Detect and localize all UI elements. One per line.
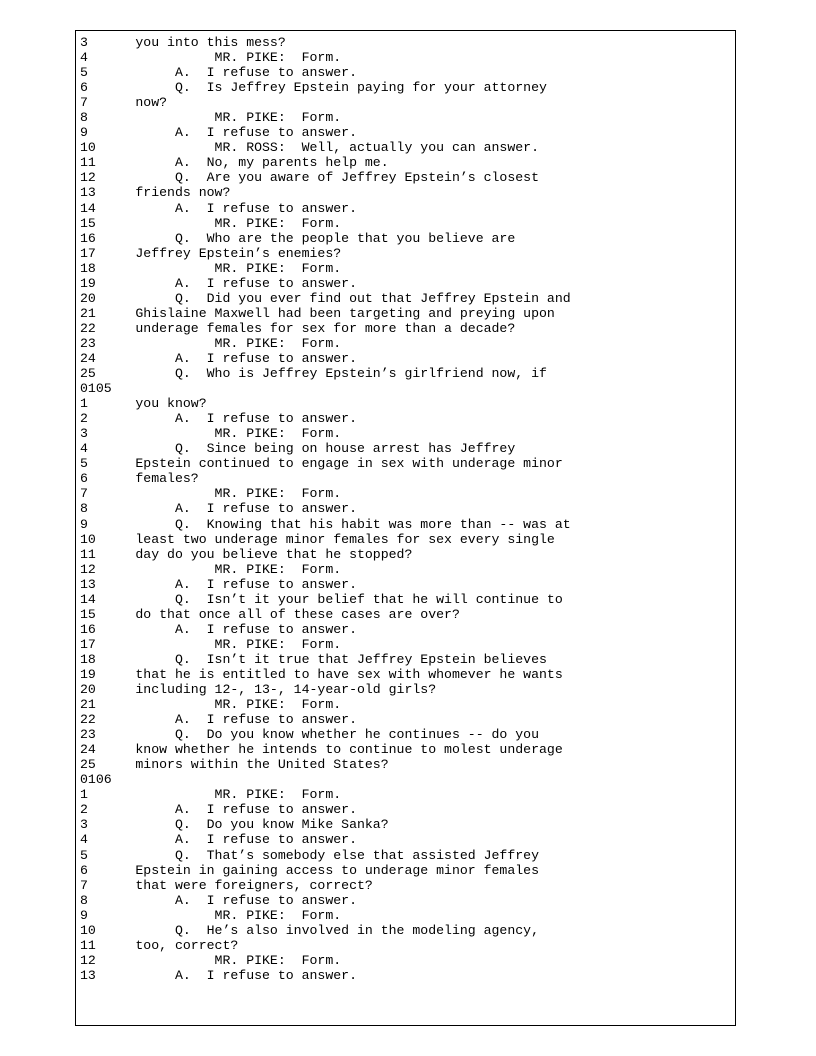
transcript-line: 13 friends now? bbox=[80, 185, 231, 201]
transcript-line: 22 A. I refuse to answer. bbox=[80, 712, 357, 728]
transcript-line: 7 MR. PIKE: Form. bbox=[80, 486, 342, 502]
transcript-line: 25 Q. Who is Jeffrey Epstein’s girlfriend now, if bbox=[80, 366, 547, 382]
transcript-line: 3 MR. PIKE: Form. bbox=[80, 426, 342, 442]
transcript-line: 11 day do you believe that he stopped? bbox=[80, 546, 413, 562]
transcript-line: 2 A. I refuse to answer. bbox=[80, 802, 357, 818]
transcript-line: 3 Q. Do you know Mike Sanka? bbox=[80, 817, 389, 833]
transcript-line: 3 you into this mess? bbox=[80, 35, 286, 50]
transcript-line: 6 Q. Is Jeffrey Epstein paying for your attorney bbox=[80, 80, 547, 96]
transcript-line: 21 Ghislaine Maxwell had been targeting and preying upon bbox=[80, 305, 555, 321]
transcript-line: 0106 bbox=[80, 772, 112, 788]
transcript-line: 8 MR. PIKE: Form. bbox=[80, 110, 342, 126]
transcript-line: 1 you know? bbox=[80, 396, 207, 412]
transcript-line: 7 now? bbox=[80, 95, 168, 111]
transcript-line: 23 Q. Do you know whether he continues -- do you bbox=[80, 727, 539, 743]
transcript-line: 21 MR. PIKE: Form. bbox=[80, 697, 342, 713]
transcript-line: 20 including 12-, 13-, 14-year-old girls? bbox=[80, 682, 437, 698]
transcript-line: 9 Q. Knowing that his habit was more than -- was at bbox=[80, 516, 571, 532]
transcript-line: 13 A. I refuse to answer. bbox=[80, 967, 357, 983]
transcript-line: 10 MR. ROSS: Well, actually you can answer. bbox=[80, 140, 539, 156]
transcript-line: 5 A. I refuse to answer. bbox=[80, 65, 357, 81]
transcript-line: 11 too, correct? bbox=[80, 937, 239, 953]
transcript-line: 2 A. I refuse to answer. bbox=[80, 411, 357, 427]
transcript-line: 10 Q. He’s also involved in the modeling agency, bbox=[80, 922, 539, 938]
transcript-lines bbox=[80, 35, 571, 983]
transcript-line: 4 Q. Since being on house arrest has Jeffrey bbox=[80, 441, 516, 457]
transcript-line: 18 Q. Isn’t it true that Jeffrey Epstein believes bbox=[80, 651, 547, 667]
transcript-line: 19 A. I refuse to answer. bbox=[80, 275, 357, 291]
transcript-line: 22 underage females for sex for more than a decade? bbox=[80, 320, 516, 336]
transcript-line: 9 A. I refuse to answer. bbox=[80, 125, 357, 141]
transcript-line: 8 A. I refuse to answer. bbox=[80, 501, 357, 517]
transcript-line: 17 Jeffrey Epstein’s enemies? bbox=[80, 245, 342, 261]
transcript-line: 10 least two underage minor females for sex every single bbox=[80, 531, 555, 547]
transcript-line: 15 MR. PIKE: Form. bbox=[80, 215, 342, 231]
transcript-line: 16 A. I refuse to answer. bbox=[80, 621, 357, 637]
transcript-line: 13 A. I refuse to answer. bbox=[80, 576, 357, 592]
transcript-line: 14 Q. Isn’t it your belief that he will continue to bbox=[80, 591, 563, 607]
transcript-line: 4 A. I refuse to answer. bbox=[80, 832, 357, 848]
transcript-line: 25 minors within the United States? bbox=[80, 757, 389, 773]
transcript-line: 9 MR. PIKE: Form. bbox=[80, 907, 342, 923]
transcript-line: 4 MR. PIKE: Form. bbox=[80, 50, 342, 66]
transcript-line: 24 A. I refuse to answer. bbox=[80, 350, 357, 366]
transcript-line: 12 MR. PIKE: Form. bbox=[80, 561, 342, 577]
transcript-line: 11 A. No, my parents help me. bbox=[80, 155, 389, 171]
transcript-line: 12 Q. Are you aware of Jeffrey Epstein’s closest bbox=[80, 170, 539, 186]
transcript-line: 6 Epstein in gaining access to underage minor females bbox=[80, 862, 539, 878]
transcript-line: 24 know whether he intends to continue to molest underage bbox=[80, 742, 563, 758]
transcript-line: 18 MR. PIKE: Form. bbox=[80, 260, 342, 276]
transcript-line: 0105 bbox=[80, 381, 112, 397]
transcript-line: 20 Q. Did you ever find out that Jeffrey Epstein and bbox=[80, 290, 571, 306]
transcript-line: 5 Q. That’s somebody else that assisted Jeffrey bbox=[80, 847, 539, 863]
transcript-line: 12 MR. PIKE: Form. bbox=[80, 952, 342, 968]
transcript-line: 14 A. I refuse to answer. bbox=[80, 200, 357, 216]
transcript-line: 16 Q. Who are the people that you believe are bbox=[80, 230, 516, 246]
transcript-line: 17 MR. PIKE: Form. bbox=[80, 636, 342, 652]
transcript-line: 23 MR. PIKE: Form. bbox=[80, 335, 342, 351]
transcript-line: 5 Epstein continued to engage in sex with underage minor bbox=[80, 456, 563, 472]
transcript-line: 8 A. I refuse to answer. bbox=[80, 892, 357, 908]
transcript-line: 6 females? bbox=[80, 471, 199, 487]
transcript-line: 7 that were foreigners, correct? bbox=[80, 877, 373, 893]
transcript-line: 15 do that once all of these cases are over? bbox=[80, 606, 460, 622]
transcript-line: 19 that he is entitled to have sex with whomever he wants bbox=[80, 666, 563, 682]
transcript-line: 1 MR. PIKE: Form. bbox=[80, 787, 342, 803]
